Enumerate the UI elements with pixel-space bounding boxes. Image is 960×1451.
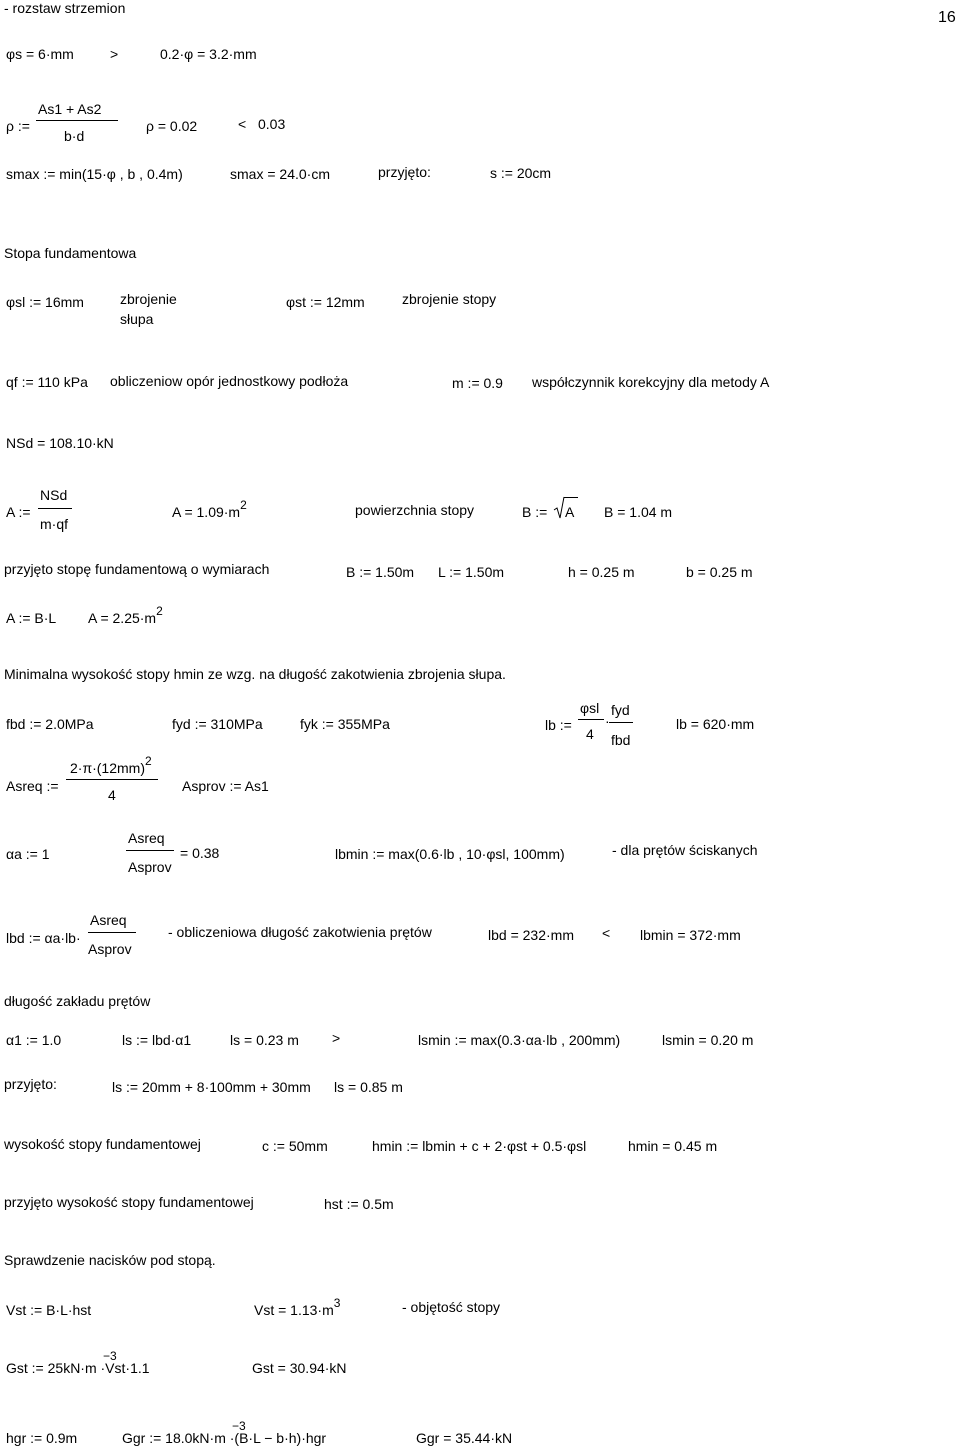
gt-sign-2: >	[332, 1030, 341, 1046]
lt-sign-2: <	[602, 925, 611, 941]
lbd-fraction-bar	[88, 932, 136, 933]
section-heading-naciski: Sprawdzenie nacisków pod stopą.	[4, 1252, 216, 1268]
header-note: - rozstaw strzemion	[4, 0, 126, 16]
section-heading-stopa: Stopa fundamentowa	[4, 245, 137, 261]
phist-def: φst := 12mm	[286, 294, 365, 310]
lb-value: lb = 620·mm	[676, 716, 755, 732]
lb-num1: φsl	[580, 700, 600, 716]
L-def: L := 1.50m	[438, 564, 505, 580]
m-desc: współczynnik korekcyjny dla metody A	[532, 374, 770, 390]
rho-fraction-bar	[36, 120, 118, 121]
ratio-fraction-bar	[126, 850, 174, 851]
sqrt-bar	[564, 497, 578, 498]
h-value: h = 0.25 m	[568, 564, 635, 580]
qf-desc: obliczeniow opór jednostkowy podłoża	[110, 373, 349, 389]
sqrt-sign	[553, 496, 565, 520]
przyjeto-wymiary: przyjęto stopę fundamentową o wymiarach	[4, 561, 270, 577]
gst-value: Gst = 30.94·kN	[252, 1360, 347, 1376]
ls-def: ls := lbd·α1	[122, 1032, 192, 1048]
zbrojenie-slupa-line2: słupa	[120, 311, 154, 327]
qf-def: qf := 110 kPa	[6, 374, 88, 390]
section-heading-zaklad: długość zakładu prętów	[4, 993, 151, 1009]
fyd-def: fyd := 310MPa	[172, 716, 263, 732]
ls2-def: ls := 20mm + 8·100mm + 30mm	[112, 1079, 311, 1095]
pow-desc: powierzchnia stopy	[355, 502, 475, 518]
smax-def: smax := min(15·φ , b , 0.4m)	[6, 166, 183, 182]
vst-def: Vst := B·L·hst	[6, 1302, 92, 1318]
lbd-lhs: lbd := αa·lb·	[6, 930, 81, 946]
rho-value: ρ = 0.02	[146, 118, 198, 134]
lbmin-value: lbmin = 372·mm	[640, 927, 741, 943]
ls-value: ls = 0.23 m	[230, 1032, 299, 1048]
lb-den1: 4	[586, 726, 594, 742]
sqrt-arg: A	[565, 504, 575, 520]
lb-num2: fyd	[611, 702, 630, 718]
a2-def: A := B·L	[6, 610, 57, 626]
lbd-desc: - obliczeniowa długość zakotwienia prętów	[168, 924, 432, 940]
ggr-exp: −3	[232, 1419, 246, 1433]
smax-value: smax = 24.0·cm	[230, 166, 330, 182]
asprov-def: Asprov := As1	[182, 778, 269, 794]
a-numerator: NSd	[40, 487, 68, 503]
a-fraction-bar	[38, 508, 72, 509]
section-heading-min: Minimalna wysokość stopy hmin ze wzg. na długość zakotwienia zbrojenia słupa.	[4, 666, 506, 682]
przyjeto-label-2: przyjęto:	[4, 1076, 57, 1092]
m-def: m := 0.9	[452, 375, 503, 391]
alpha1-def: α1 := 1.0	[6, 1032, 62, 1048]
rho-limit: 0.03	[258, 116, 286, 132]
gst-exp: −3	[103, 1349, 117, 1363]
rho-numerator: As1 + As2	[38, 101, 102, 117]
ratio-denominator: Asprov	[128, 859, 172, 875]
hmin-value: hmin = 0.45 m	[628, 1138, 718, 1154]
lbmin-def: lbmin := max(0.6·lb , 10·φsl, 100mm)	[335, 846, 565, 862]
a-lhs: A :=	[6, 504, 31, 520]
vst-value-text: Vst = 1.13·m	[254, 1302, 334, 1318]
asreq-fraction-bar	[66, 779, 158, 780]
lbd-denominator: Asprov	[88, 941, 132, 957]
lsmin-def: lsmin := max(0.3·αa·lb , 200mm)	[418, 1032, 621, 1048]
a2-value-text: A = 2.25·m	[88, 610, 157, 626]
rho-lhs: ρ :=	[6, 118, 30, 134]
phis-min: 0.2·φ = 3.2·mm	[160, 46, 257, 62]
wysokosc-label: wysokość stopy fundamentowej	[4, 1136, 201, 1152]
zbrojenie-slupa-line1: zbrojenie	[120, 291, 177, 307]
lb-lhs: lb :=	[545, 717, 572, 733]
b-def: B :=	[522, 504, 548, 520]
s-value: s := 20cm	[490, 165, 552, 181]
ls2-value: ls = 0.85 m	[334, 1079, 403, 1095]
rho-denominator: b·d	[64, 128, 85, 144]
phis-def: φs = 6·mm	[6, 46, 74, 62]
fbd-def: fbd := 2.0MPa	[6, 716, 94, 732]
a-value-text: A = 1.09·m	[172, 504, 241, 520]
przyjeto-label: przyjęto:	[378, 164, 431, 180]
alpha-a-def: αa := 1	[6, 846, 50, 862]
lbd-value: lbd = 232·mm	[488, 927, 574, 943]
lb-mult-dot: ·	[605, 713, 610, 729]
b-value: B = 1.04 m	[604, 504, 673, 520]
lb-frac-bar2	[609, 722, 633, 723]
a-denominator: m·qf	[40, 516, 68, 532]
asreq-lhs: Asreq :=	[6, 778, 59, 794]
c-def: c := 50mm	[262, 1138, 328, 1154]
hgr-def: hgr := 0.9m	[6, 1430, 78, 1446]
hmin-def: hmin := lbmin + c + 2·φst + 0.5·φsl	[372, 1138, 587, 1154]
b-value-small: b = 0.25 m	[686, 564, 753, 580]
lbd-numerator: Asreq	[90, 912, 127, 928]
hst-def: hst := 0.5m	[324, 1196, 394, 1212]
lb-den2: fbd	[611, 732, 631, 748]
vst-desc: - objętość stopy	[402, 1299, 501, 1315]
phisl-def: φsl := 16mm	[6, 294, 84, 310]
ggr-def: Ggr := 18.0kN·m ·(B·L − b·h)·hgr	[122, 1430, 327, 1446]
asreq-num-text: 2·π·(12mm)	[70, 760, 145, 776]
ratio-numerator: Asreq	[128, 830, 165, 846]
zbrojenie-stopy: zbrojenie stopy	[402, 291, 497, 307]
nsd-value: NSd = 108.10·kN	[6, 435, 114, 451]
asreq-numerator: 2·π·(12mm)2	[70, 754, 152, 776]
a-value: A = 1.09·m2	[172, 498, 247, 520]
gt-sign: >	[110, 46, 119, 62]
przyjeto-wysokosc: przyjęto wysokość stopy fundamentowej	[4, 1194, 254, 1210]
vst-value: Vst = 1.13·m3	[254, 1296, 341, 1318]
fyk-def: fyk := 355MPa	[300, 716, 390, 732]
lb-frac-bar1	[578, 719, 604, 720]
lt-sign: <	[238, 116, 247, 132]
lsmin-value: lsmin = 0.20 m	[662, 1032, 754, 1048]
ratio-value: = 0.38	[180, 845, 220, 861]
page-number: 16	[938, 9, 956, 26]
ggr-value: Ggr = 35.44·kN	[416, 1430, 513, 1446]
lbmin-desc: - dla prętów ściskanych	[612, 842, 758, 858]
a2-value: A = 2.25·m2	[88, 604, 163, 626]
B-def: B := 1.50m	[346, 564, 415, 580]
gst-def: Gst := 25kN·m ·Vst·1.1	[6, 1360, 150, 1376]
asreq-denominator: 4	[108, 787, 116, 803]
